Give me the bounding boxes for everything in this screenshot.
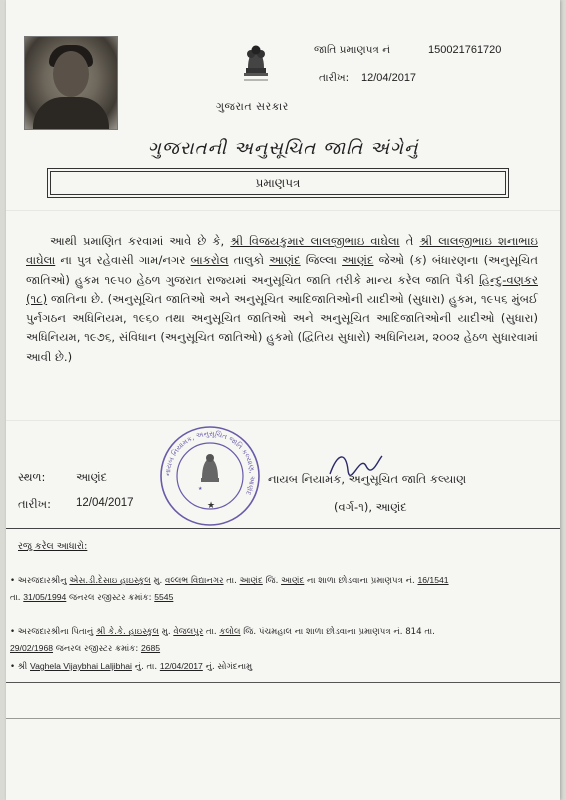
official-seal-stamp (158, 424, 262, 528)
issue-date-label: તારીખ: (319, 72, 350, 84)
certificate-box-title: પ્રમાણપત્ર (50, 171, 506, 195)
svg-text:★: ★ (207, 501, 216, 511)
taluka-name: આણંદ (269, 253, 301, 268)
officer-title: નાયબ નિયામક, અનુસૂચિત જાતિ કલ્યાણ (268, 472, 467, 486)
paper-fold-line (6, 210, 560, 211)
village-name: બાકરોલ (190, 253, 229, 268)
applicant-photo (24, 36, 118, 130)
certificate-number: 150021761720 (428, 44, 502, 56)
bottom-divider (6, 682, 560, 683)
government-name: ગુજરાત સરકાર (216, 100, 289, 113)
officer-place: (વર્ગ-૧), આણંદ (334, 500, 407, 514)
svg-text:નાયબ નિયામક, અનુસૂચિત જાતિ કલ્: નાયબ નિયામક, અનુસૂચિત જાતિ કલ્યાણ, આણંદ (163, 429, 257, 497)
place-value: આણંદ (76, 470, 108, 484)
issue-date: 12/04/2017 (361, 72, 417, 84)
document-item-1: • અરજદારશ્રીનુ એસ.ડી.દેસાઇ હાઇસ્કુલ મુ. વલ્લભ વિદ્યાનગર તા. આણંદ જિ. આણંદ ના શાળા છોડવાના પ્રમાણપત્ર નં. 16/1541 તા. 31/05/1994 જનરલ રજીસ્ટર ક્રમાંક: 5545 (10, 575, 449, 603)
caste-name: હિન્દુ-વણકર (૧૮) (26, 272, 538, 306)
document-title: ગુજરાતની અનુસૂચિત જાતિ અંગેનું (147, 138, 419, 159)
document-item-2: • અરજદારશ્રીના પિતાનું શ્રી કે.કે. હાઇસ્કુલ મુ. વેજલપુર તા. કલોલ જિ. પંચમહાલ ના શાળા છોડવાના પ્રમાણપત્ર નં. 814 તા. 29/02/1968 જનરલ રજીસ્ટર ક્રમાંક: 2685 (10, 627, 435, 654)
national-emblem-icon (238, 38, 274, 86)
certificate-page (6, 0, 560, 800)
place-label: સ્થળ: (18, 470, 46, 484)
svg-text:★: ★ (198, 486, 203, 492)
documents-heading: રજુ કરેલ આધારો: (18, 541, 88, 552)
certificate-number-label: જાતિ પ્રમાણપત્ર નં (314, 44, 391, 56)
document-item-3: • શ્રી Vaghela Vijaybhai Laljibhai નું. તા. 12/04/2017 નું. સોગંદનામુ (10, 661, 253, 672)
signature-date: 12/04/2017 (76, 497, 134, 509)
father-name: શ્રી લાલજીભાઇ શનાભાઇ વાઘેલા (26, 234, 538, 268)
section-divider (6, 528, 560, 529)
district-name: આણંદ (342, 253, 374, 268)
certificate-body: આથી પ્રમાણિત કરવામાં આવે છે કે, શ્રી વિજયકુમાર લાલજીભાઇ વાઘેલા તે શ્રી લાલજીભાઇ શનાભાઇ વાઘેલા ના પુત્ર રહેવાસી ગામ/નગર બાકરોલ તાલુકો આણંદ જિલ્લા આણંદ જેઓ (ક) બંધારણના (અનુસૂચિત જાતિઓ) હુકમ ૧૯૫૦ હેઠળ ગુજરાત રાજ્યમાં અનુસૂચિત જાતિ તરીકે માન્ય કરેલ જાતિ પૈકી હિન્દુ-વણકર (૧૮) જાતિના છે. (અનુસૂચિત જાતિઓ અને અનુસૂચિત આદિજાતિઓની યાદીઓ (સુધારા) હુકમ, ૧૯૫૬ મુંબઈ પુર્નગઠન અધિનિયમ, ૧૯૬૦ તથા અનુસૂચિત જાતિઓ અને અનુસૂચિત આદિજાતિઓની યાદીઓ (સુધારા) અધિનિયમ, ૧૯૭૬, સંવિધાન (અનુસૂચિત જાતિઓ) હુકમો (દ્વિતિય સુધારો) અધિનિયમ, ૨૦૦૨ હેઠળ સુધારવામાં આવી છે.) (26, 234, 539, 364)
signature-date-label: તારીખ: (18, 497, 52, 511)
paper-fold-line (6, 420, 560, 421)
footer-line (6, 718, 560, 719)
applicant-name: શ્રી વિજયકુમાર લાલજીભાઇ વાઘેલા (230, 234, 400, 248)
